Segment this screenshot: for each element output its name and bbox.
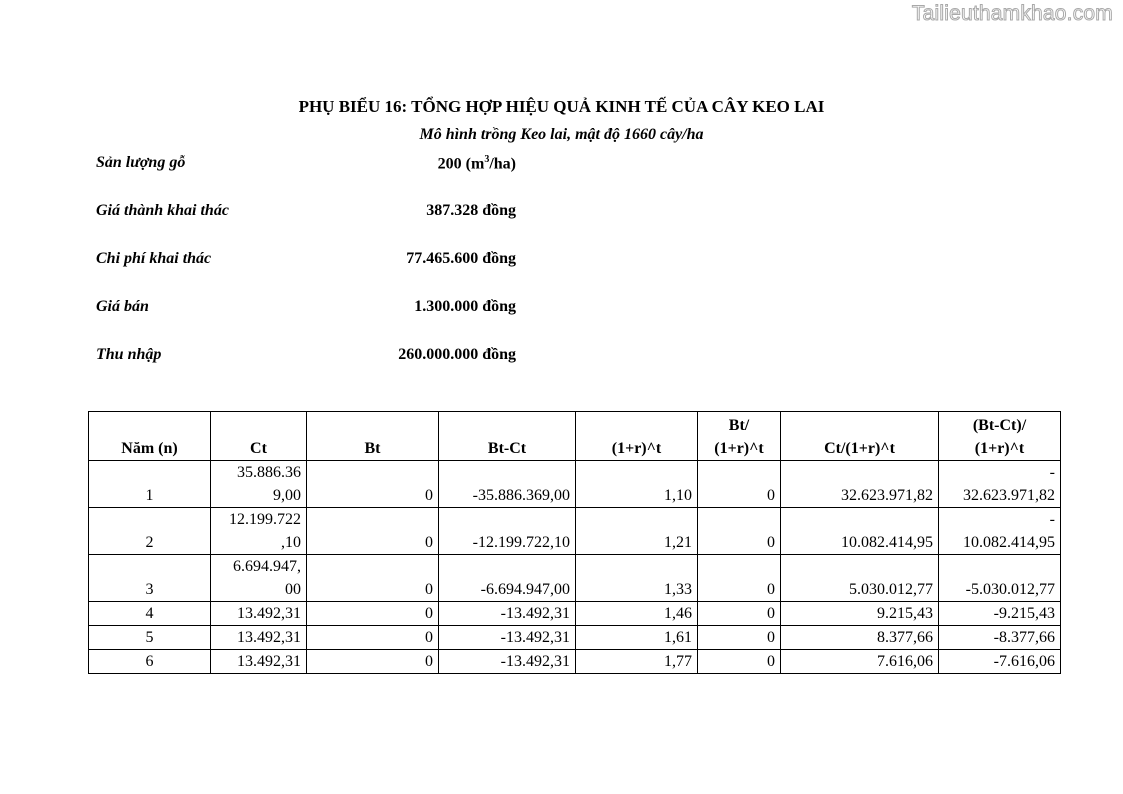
cell-bt: 0 [307, 555, 439, 602]
cell-bt-discounted: 0 [698, 461, 781, 508]
info-value: 260.000.000 đồng [398, 346, 516, 363]
info-label: Sản lượng gỗ [96, 154, 186, 171]
cell-bt: 0 [307, 461, 439, 508]
cell-ct-discounted: 32.623.971,82 [781, 461, 939, 508]
cell-discount-factor: 1,46 [576, 602, 698, 626]
table-row [89, 650, 1061, 674]
cell-bt-ct: -13.492,31 [439, 626, 576, 650]
info-value: 1.300.000 đồng [414, 298, 516, 315]
cell-bt: 0 [307, 650, 439, 674]
cell-bt-ct: -6.694.947,00 [439, 555, 576, 602]
table-header-row [89, 412, 1061, 461]
cell-bt-ct: -35.886.369,00 [439, 461, 576, 508]
page-subtitle: Mô hình trồng Keo lai, mật độ 1660 cây/ha [419, 126, 704, 143]
info-label: Giá bán [96, 298, 149, 315]
cell-npv-discounted: -8.377,66 [939, 626, 1061, 650]
cell-ct-discounted: 10.082.414,95 [781, 508, 939, 555]
page-title: PHỤ BIỂU 16: TỔNG HỢP HIỆU QUẢ KINH TẾ CỦA CÂY KEO LAI [298, 97, 825, 116]
cell-ct: 13.492,31 [211, 626, 307, 650]
cell-discount-factor: 1,10 [576, 461, 698, 508]
cell-discount-factor: 1,21 [576, 508, 698, 555]
cell-bt-ct: -13.492,31 [439, 602, 576, 626]
table-row [89, 626, 1061, 650]
economic-efficiency-table [88, 411, 1061, 674]
cell-ct-discounted: 8.377,66 [781, 626, 939, 650]
cell-discount-factor: 1,77 [576, 650, 698, 674]
cell-bt-discounted: 0 [698, 650, 781, 674]
info-row-gia-thanh [96, 202, 516, 224]
cell-bt-discounted: 0 [698, 626, 781, 650]
cell-discount-factor: 1,33 [576, 555, 698, 602]
cell-bt-ct: -12.199.722,10 [439, 508, 576, 555]
header-discount-factor: (1+r)^t [576, 412, 698, 461]
cell-year: 2 [89, 508, 211, 555]
cell-npv-discounted: - 10.082.414,95 [939, 508, 1061, 555]
cell-ct: 13.492,31 [211, 650, 307, 674]
info-label: Giá thành khai thác [96, 202, 229, 219]
info-value: 200 $(m^3/ha)$ [437, 154, 516, 173]
cell-ct: 12.199.722 ,10 [211, 508, 307, 555]
cell-bt: 0 [307, 626, 439, 650]
cell-ct: 13.492,31 [211, 602, 307, 626]
cell-ct: 35.886.36 9,00 [211, 461, 307, 508]
cell-bt-ct: -13.492,31 [439, 650, 576, 674]
cell-year: 5 [89, 626, 211, 650]
info-label: Thu nhập [96, 346, 162, 363]
header-npv-discounted: (Bt-Ct)/ (1+r)^t [939, 412, 1061, 461]
info-row-chi-phi [96, 250, 516, 272]
cell-discount-factor: 1,61 [576, 626, 698, 650]
header-bt: Bt [307, 412, 439, 461]
cell-bt-discounted: 0 [698, 508, 781, 555]
cell-ct-discounted: 9.215,43 [781, 602, 939, 626]
cell-year: 1 [89, 461, 211, 508]
cell-npv-discounted: -9.215,43 [939, 602, 1061, 626]
cell-bt: 0 [307, 602, 439, 626]
cell-npv-discounted: -7.616,06 [939, 650, 1061, 674]
header-bt-discounted: Bt/ (1+r)^t [698, 412, 781, 461]
cell-ct: 6.694.947, 00 [211, 555, 307, 602]
table-row [89, 461, 1061, 508]
cell-ct-discounted: 5.030.012,77 [781, 555, 939, 602]
info-value: 77.465.600 đồng [406, 250, 516, 267]
watermark: Tailieuthamkhao.com [911, 2, 1113, 25]
cell-year: 4 [89, 602, 211, 626]
table-row [89, 508, 1061, 555]
cell-year: 3 [89, 555, 211, 602]
cell-bt: 0 [307, 508, 439, 555]
cell-bt-discounted: 0 [698, 602, 781, 626]
cell-year: 6 [89, 650, 211, 674]
header-year: Năm (n) [89, 412, 211, 461]
info-row-san-luong [96, 154, 516, 176]
cell-npv-discounted: - 32.623.971,82 [939, 461, 1061, 508]
table-row [89, 602, 1061, 626]
cell-ct-discounted: 7.616,06 [781, 650, 939, 674]
header-bt-ct: Bt-Ct [439, 412, 576, 461]
table-row [89, 555, 1061, 602]
info-label: Chi phí khai thác [96, 250, 212, 267]
info-row-gia-ban [96, 298, 516, 320]
cell-npv-discounted: -5.030.012,77 [939, 555, 1061, 602]
cell-bt-discounted: 0 [698, 555, 781, 602]
header-ct: Ct [211, 412, 307, 461]
info-row-thu-nhap [96, 346, 516, 368]
info-value: 387.328 đồng [426, 202, 516, 219]
header-ct-discounted: Ct/(1+r)^t [781, 412, 939, 461]
